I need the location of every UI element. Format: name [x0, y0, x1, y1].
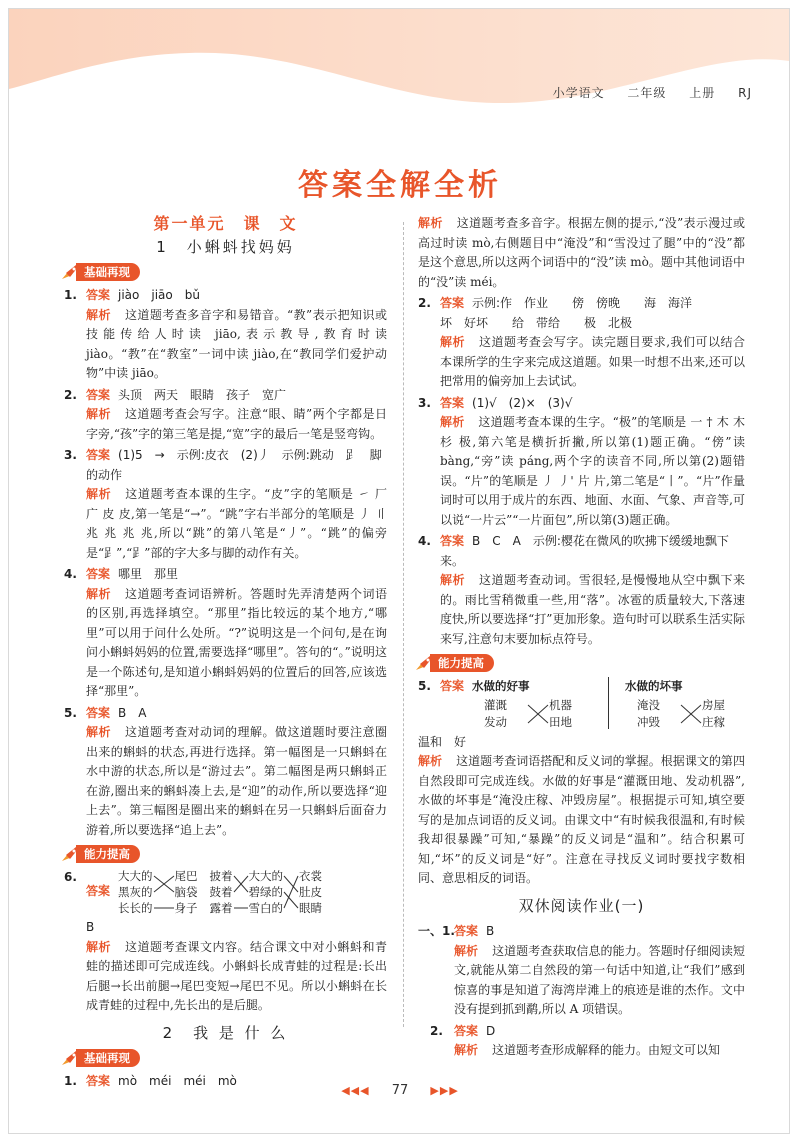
volume-label: 上册 — [689, 86, 716, 100]
match-word: 黑灰的 — [118, 885, 153, 899]
answer-text: 头顶 两天 眼睛 孩子 宽广 — [118, 387, 287, 402]
answer-text: 示例:作 作业 傍 傍晚 海 海洋 — [472, 296, 693, 310]
match-word: 鼓着 — [209, 885, 233, 899]
question-item — [418, 677, 745, 731]
matching-group-2 — [210, 868, 323, 916]
analysis-text: 这道题考查获取信息的能力。答题时仔细阅读短文,就能从第二自然段的第一句话中知道,让“我们”感到惊喜的事是知道了海湾岸滩上的痕迹是谁的杰作。文中没有提到抓到鹬,所以 A 项错误。 — [454, 943, 745, 1016]
question-item — [418, 532, 745, 649]
question-item — [418, 922, 745, 1020]
edition-label: RJ — [738, 86, 752, 100]
answer-tag: 答案 — [86, 705, 111, 720]
answer-tag: 答案 — [454, 1023, 479, 1038]
analysis-tag: 解析 — [440, 415, 465, 429]
analysis-tag: 解析 — [440, 573, 465, 587]
match-word: 大大的 — [248, 869, 284, 883]
good-deeds-box — [472, 677, 592, 731]
book-info — [535, 84, 752, 101]
section-header-advanced — [414, 654, 745, 672]
answer-tag: 答案 — [86, 387, 111, 402]
rocket-icon — [414, 654, 434, 672]
answer-text: B A — [118, 705, 147, 720]
matching-table — [440, 677, 745, 731]
analysis-tag: 解析 — [86, 939, 111, 954]
analysis-text: 这道题考查会写字。注意“眼、睛”两个字都是日字旁,“孩”字的第三笔是提,“宽”字的最后一笔是竖弯钩。 — [86, 407, 387, 441]
rocket-icon — [60, 263, 80, 281]
question-number: 1. — [64, 288, 77, 302]
bad-deeds-match — [637, 697, 745, 731]
question-item — [64, 565, 387, 702]
analysis-block — [454, 942, 745, 1020]
analysis-tag: 解析 — [418, 216, 443, 230]
match-word: 发动 — [484, 714, 508, 729]
rocket-icon — [60, 845, 80, 863]
good-deeds-match — [484, 697, 592, 731]
grade-label: 二年级 — [627, 86, 667, 100]
match-word: 淹没 — [637, 697, 661, 712]
match-word: 大大的 — [118, 869, 153, 883]
answer-text: jiào jiāo bǔ — [118, 288, 200, 302]
analysis-block — [86, 306, 387, 384]
match-word: 露着 — [209, 901, 233, 915]
analysis-block — [86, 485, 387, 563]
analysis-block — [440, 413, 745, 530]
match-word: 尾巴 — [174, 869, 198, 883]
question-number: 4. — [64, 567, 77, 581]
analysis-text: 这道题考查本课的生字。“极”的笔顺是 一 † 木 木 杉 极,第六笔是横折折撇,所以第(1)题正确。“傍”读 bàng,“旁”读 páng,两个字的读音不同,所以第(2)题错误。“片”的笔顺是 丿 丿' 片 片,第二笔是“丨”。“片”作量词时可以用于成片的东西、地面、水面、气象、声音等,可以说“一片云”“一片面包”,所以第(3)题正确。 — [440, 415, 745, 527]
analysis-text: 这道题考查会写字。读完题目要求,我们可以结合本课所学的生字来完成这道题。如果一时想不出来,还可以把常用的偏旁加上去试试。 — [440, 335, 745, 388]
question-number: 2. — [418, 296, 431, 310]
analysis-block — [86, 585, 387, 702]
answer-tag: 答案 — [86, 567, 111, 581]
question-item — [64, 286, 387, 384]
analysis-text: 这道题考查课文内容。结合课文中对小蝌蚪和青蛙的描述即可完成连线。小蝌蚪长成青蛙的过程是:长出后腿→长出前腿→尾巴变短→尾巴不见。所以小蝌蚪在长成青蛙的过程中,先长出的是后腿。 — [86, 939, 387, 1012]
match-lines — [153, 868, 175, 916]
analysis-text: 这道题考查多音字。根据左侧的提示,“没”表示漫过或高过时读 mò,右侧题目中“淹没”和“雪没过了腿”中的“没”都是这个意思,所以这两个词语中的“没”读 mò。题中其他词语中的“没”读 méi。 — [418, 216, 745, 289]
match-word: 雪白的 — [248, 901, 284, 915]
question-item — [64, 386, 387, 445]
question-number: 4. — [418, 534, 431, 548]
page-footer — [0, 1083, 800, 1098]
analysis-tag: 解析 — [86, 586, 111, 601]
analysis-tag: 解析 — [86, 487, 112, 501]
analysis-tag: 解析 — [86, 407, 111, 421]
section-label: 能力提高 — [430, 654, 494, 672]
section-label: 能力提高 — [76, 845, 140, 863]
analysis-tag: 解析 — [454, 1043, 479, 1057]
match-word: 庄稼 — [702, 714, 726, 729]
analysis-block — [86, 723, 387, 840]
answer-tag: 答案 — [440, 296, 465, 310]
match-lines — [527, 697, 549, 731]
analysis-block — [454, 1041, 745, 1061]
question-number: 5. — [418, 679, 431, 693]
left-column — [64, 214, 387, 1094]
matching-group-1 — [118, 868, 198, 916]
answer-text: B — [86, 920, 95, 934]
analysis-tag: 解析 — [86, 725, 111, 739]
match-word: 田地 — [549, 714, 573, 729]
question-number: 1. — [64, 1074, 77, 1088]
section-header-basic — [60, 263, 387, 281]
analysis-text: 这道题考查多音字和易错音。“教”表示把知识或技能传给人时读 jiāo,表示教导,教育时读 jiào。“教”在“教室”一词中读 jiào,在“教同学们爱护动物”中读 jiāo。 — [86, 307, 387, 380]
answer-tag: 答案 — [440, 534, 465, 548]
section-label: 基础再现 — [76, 263, 140, 281]
question-number: 6. — [64, 870, 77, 884]
answer-tag: 答案 — [86, 448, 111, 462]
page-number: 77 — [391, 1083, 409, 1098]
question-number: 一、1. — [418, 924, 455, 938]
answer-tag: 答案 — [454, 924, 479, 938]
lesson-title: 2 我 是 什 么 — [162, 1023, 289, 1042]
match-lines — [283, 868, 299, 916]
question-item — [64, 446, 387, 563]
match-word: 碧绿的 — [248, 885, 284, 899]
section-header-basic — [60, 1049, 387, 1067]
analysis-tag: 解析 — [418, 754, 443, 768]
answer-text: 坏 好坏 给 带给 极 北极 — [440, 315, 633, 330]
match-word: 肚皮 — [299, 885, 323, 899]
question-number: 2. — [64, 387, 77, 402]
analysis-text: 这道题考查对动词的理解。做这道题时要注意圈出来的蝌蚪的状态,再进行选择。第一幅图是一只蝌蚪在水中游的状态,所以是“游过去”。第二幅图是两只蝌蚪正在游,圈出来的蝌蚪凑上去,是“迎”的动作,所以要选择“迎上去”。第三幅图是圈出来的蝌蚪在另一只蝌蚪后面奋力游着,所以要选择“追上去”。 — [86, 725, 387, 837]
column-divider — [403, 222, 404, 1027]
match-lines — [680, 697, 702, 731]
table-separator — [608, 677, 609, 729]
analysis-block — [418, 214, 745, 292]
answer-tag: 答案 — [86, 884, 111, 899]
analysis-text: 这道题考查形成解释的能力。由短文可以知 — [492, 1043, 721, 1057]
answer-tag: 答案 — [440, 395, 465, 410]
answer-text: B C A 示例:樱花在微风的吹拂下缓缓地飘下来。 — [440, 534, 729, 568]
question-item — [418, 394, 745, 531]
answer-tag: 答案 — [86, 288, 111, 302]
weekend-reading-title: 双休阅读作业(一) — [518, 896, 645, 915]
header-wave-band — [9, 9, 789, 127]
question-item — [418, 1022, 745, 1061]
answer-text: B — [486, 924, 495, 938]
analysis-block — [418, 752, 745, 889]
answer-text: 哪里 那里 — [118, 567, 179, 581]
answer-tag: 答案 — [440, 679, 465, 693]
analysis-block — [86, 938, 387, 1016]
answer-text: 温和 好 — [418, 734, 467, 749]
lesson-title: 1 小蝌蚪找妈妈 — [156, 237, 295, 256]
match-word: 机器 — [549, 697, 573, 712]
bad-deeds-heading: 水做的坏事 — [625, 679, 683, 693]
answer-text: D — [486, 1023, 496, 1038]
subject-label: 小学语文 — [552, 86, 605, 100]
answer-text: (1)5 → 示例:皮衣 (2)丿 示例:跳动 𧾷 脚的动作 — [86, 448, 382, 482]
match-word: 长长的 — [118, 901, 153, 915]
bad-deeds-box — [625, 677, 745, 731]
match-word: 脑袋 — [174, 885, 198, 899]
section-header-advanced — [60, 845, 387, 863]
match-word: 房屋 — [702, 697, 726, 712]
question-number: 3. — [64, 448, 77, 462]
analysis-block — [440, 333, 745, 392]
right-column — [418, 214, 745, 1063]
answer-tag: 答案 — [86, 1074, 111, 1088]
page-title: 答案全解全析 — [298, 168, 502, 203]
rocket-icon — [60, 1049, 80, 1067]
match-word: 衣裳 — [299, 869, 323, 883]
prev-arrows-icon: ◀◀◀ — [341, 1084, 370, 1097]
matching-diagram — [86, 868, 387, 916]
unit-title: 第一单元 课 文 — [153, 214, 298, 233]
question-item — [418, 294, 745, 392]
match-word: 眼睛 — [299, 901, 323, 915]
question-item — [64, 704, 387, 841]
question-number: 3. — [418, 395, 431, 410]
question-number: 5. — [64, 705, 77, 720]
match-lines — [233, 868, 249, 916]
answer-text: mò méi méi mò — [118, 1074, 237, 1088]
analysis-tag: 解析 — [440, 335, 465, 349]
match-word: 披着 — [209, 869, 233, 883]
match-word: 灌溉 — [484, 697, 508, 712]
section-label: 基础再现 — [76, 1049, 140, 1067]
analysis-text: 这道题考查本课的生字。“皮”字的笔顺是 ㇀ 厂 广 皮 皮,第一笔是“→”。“跳”字右半部分的笔顺是 丿 〢 兆 兆 兆 兆,所以“跳”的第八笔是“丿”。“跳”的偏旁是“𧾷”,“𧾷”部的字大多与脚的动作有关。 — [86, 487, 387, 560]
question-number: 2. — [430, 1023, 443, 1038]
good-deeds-heading: 水做的好事 — [472, 679, 530, 693]
match-word: 冲毁 — [637, 714, 661, 729]
analysis-text: 这道题考查动词。雪很轻,是慢慢地从空中飘下来的。雨比雪稍微重一些,用“落”。冰雹的质量较大,下落速度快,所以要选择“打”更加形象。造句时可以联系生活实际来写,注意句末要加标点符号。 — [440, 573, 745, 646]
analysis-tag: 解析 — [86, 307, 111, 322]
answer-text: (1)√ (2)× (3)√ — [472, 395, 573, 410]
analysis-block — [440, 571, 745, 649]
analysis-text: 这道题考查词语辨析。答题时先弄清楚两个词语的区别,再选择填空。“那里”指比较远的某个地方,“哪里”可以用于问什么处所。“?”说明这是一个问句,是在询问小蝌蚪妈妈的位置,需要选择“哪里”。答句的“。”说明这是一个陈述句,是知道小蝌蚪妈妈的位置后的回答,应该选择“那里”。 — [86, 586, 387, 698]
match-word: 身子 — [174, 901, 198, 915]
analysis-tag: 解析 — [454, 943, 479, 958]
analysis-block — [86, 405, 387, 444]
next-arrows-icon: ▶▶▶ — [430, 1084, 459, 1097]
question-item — [64, 868, 387, 1016]
analysis-text: 这道题考查词语搭配和反义词的掌握。根据课文的第四自然段即可完成连线。水做的好事是“灌溉田地、发动机器”,水做的坏事是“淹没庄稼、冲毁房屋”。根据提示可知,填空要写的是加点词语的反义词。由课文中“有时候我很温和,有时候我却很暴躁”可知,“暴躁”的反义词是“温和”。结合积累可知,“坏”的反义词是“好”。注意在寻找反义词时要找字数相同、意思相反的词语。 — [418, 754, 745, 885]
